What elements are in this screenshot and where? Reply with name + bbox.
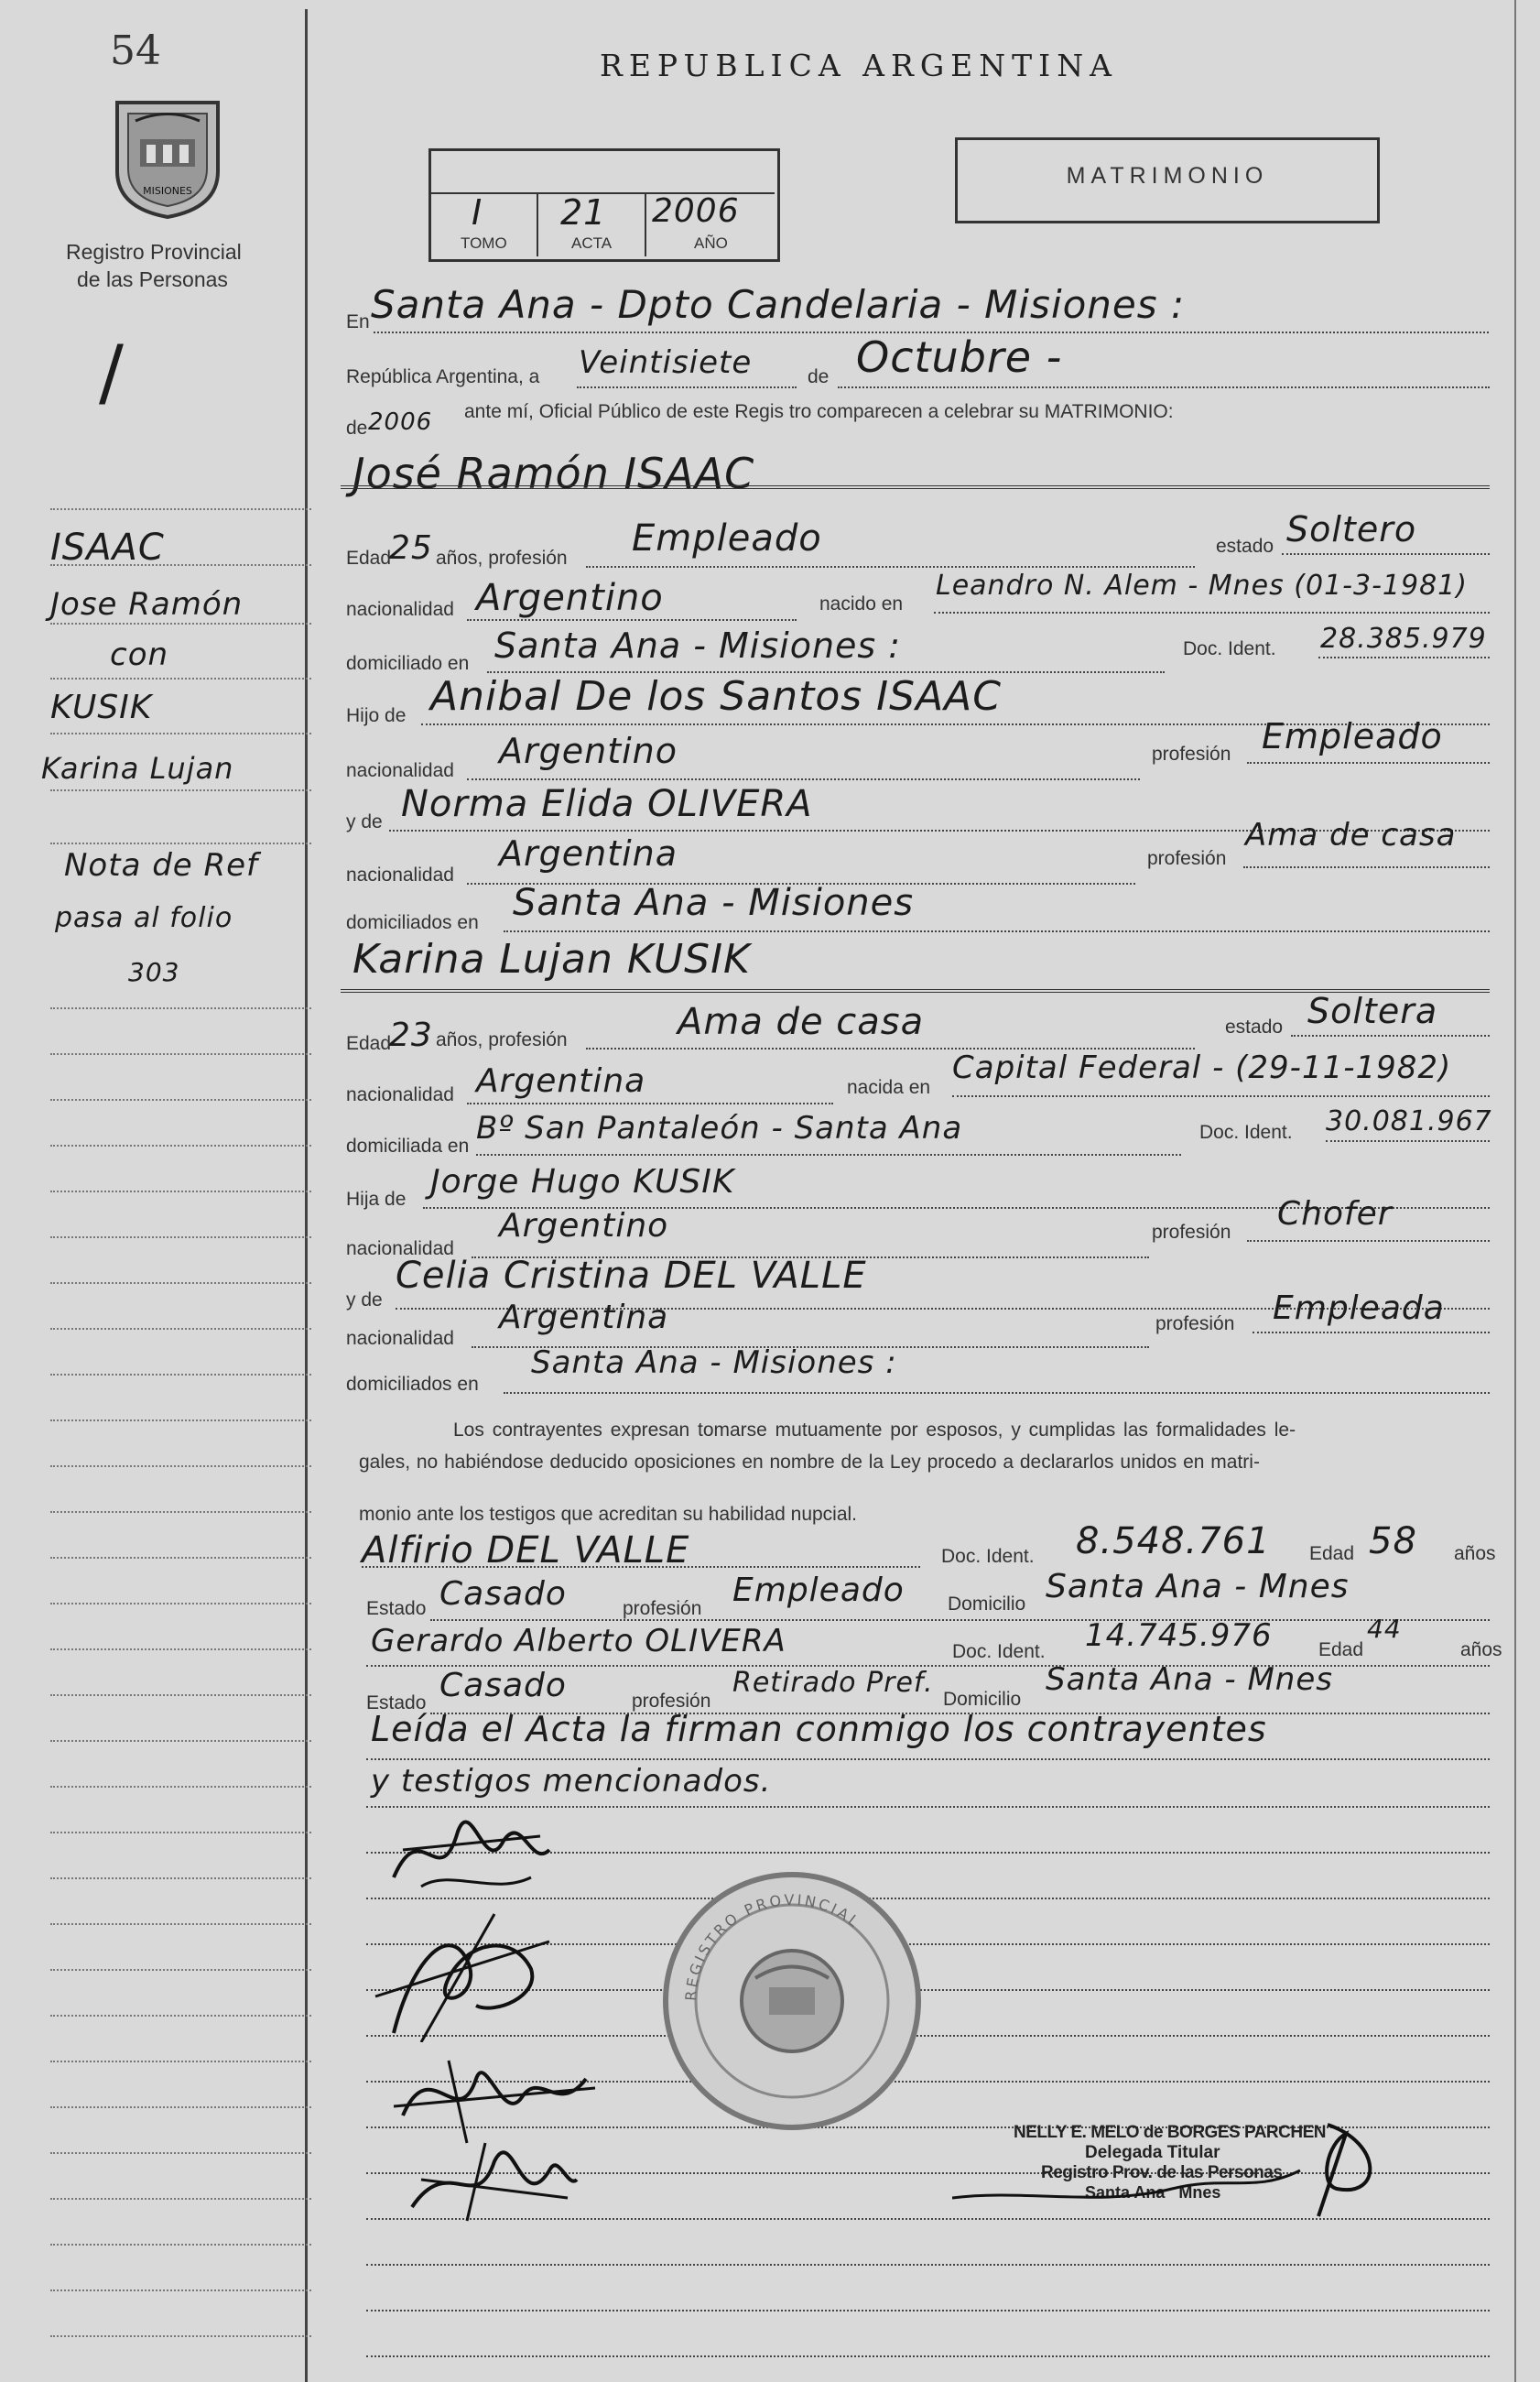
acta-value: 21 [560, 192, 607, 233]
date-prefix-label: República Argentina, a [346, 366, 540, 387]
registry-line-1: Registro Provincial [66, 240, 242, 264]
bride-pnac-label: nacionalidad [346, 1238, 454, 1259]
groom-domicilio: Santa Ana - Misiones : [494, 625, 902, 666]
bride-nac-label: nacionalidad [346, 1084, 454, 1105]
margin-line-5: Karina Lujan [41, 751, 234, 786]
main-rule [366, 2264, 1490, 2266]
margin-rule [50, 1236, 311, 1238]
bride-dom-rule [476, 1154, 1181, 1156]
date-day: Veintisiete [579, 344, 753, 381]
bride-doms-label: domiciliados en [346, 1374, 479, 1395]
margin-rule [50, 1740, 311, 1742]
provincial-seal-logo [99, 84, 236, 222]
margin-divider [305, 9, 308, 2382]
margin-rule [50, 1099, 311, 1101]
bride-madre-prof: Empleada [1273, 1289, 1445, 1327]
witness1-domicilio: Santa Ana - Mnes [1046, 1568, 1350, 1605]
bride-padre-nac: Argentino [499, 1207, 669, 1245]
bride-padre: Jorge Hugo KUSIK [430, 1163, 735, 1201]
bride-doc-label: Doc. Ident. [1199, 1122, 1293, 1143]
margin-rule [50, 2061, 311, 2062]
witness2-estado: Casado [439, 1667, 567, 1704]
groom-doms-label: domiciliados en [346, 912, 479, 933]
closing-line-1: Leída el Acta la firman conmigo los contrayentes [371, 1709, 1267, 1749]
margin-rule [50, 2244, 311, 2246]
round-seal [659, 1868, 925, 2134]
main-rule [366, 2355, 1490, 2357]
bride-padre-prof-rule [1247, 1240, 1490, 1242]
bride-anos-profesion: años, profesión [436, 1029, 568, 1050]
bride-padre-prof: Chofer [1277, 1195, 1393, 1233]
bride-estado-label: estado [1225, 1017, 1284, 1038]
margin-rule [50, 843, 311, 844]
bride-nac-rule [467, 1103, 833, 1104]
witness1-edad-label: Edad [1309, 1543, 1355, 1564]
margin-note-3: 303 [128, 957, 180, 987]
groom-padre-nac: Argentino [499, 731, 678, 771]
page-number: 54 [110, 27, 161, 74]
bride-edad-label: Edad [346, 1033, 392, 1054]
margin-rule [50, 2015, 311, 2017]
witness1-anos: años [1454, 1543, 1496, 1564]
registry-line-2: de las Personas [77, 267, 228, 291]
witness1-doc-label: Doc. Ident. [941, 1546, 1035, 1567]
margin-line-2: Jose Ramón [50, 586, 244, 623]
place-value: Santa Ana - Dpto Candelaria - Misiones : [371, 282, 1186, 327]
margin-rule [50, 1282, 311, 1284]
margin-rule [50, 1145, 311, 1147]
official-stamp-line-4: Santa Ana Mnes [1085, 2183, 1221, 2202]
witness1-name-rule [362, 1566, 920, 1568]
groom-nac-rule [467, 619, 797, 621]
bride-mprof-label: profesión [1155, 1313, 1235, 1334]
margin-rule [50, 1007, 311, 1009]
margin-line-3: con [110, 636, 169, 673]
date-de-label: de [808, 366, 830, 387]
tomo-value: I [472, 192, 483, 233]
year-de-label: de [346, 418, 368, 439]
tomo-acta-sep2 [645, 192, 646, 256]
margin-line-4: KUSIK [50, 689, 153, 726]
groom-mprof-label: profesión [1147, 848, 1227, 869]
official-stamp-line-1: NELLY E. MELO de BORGES PARCHEN [1014, 2123, 1326, 2142]
signature-witness-2 [403, 2134, 586, 2225]
bride-padres-dom-rule [504, 1392, 1490, 1394]
margin-rule [50, 1557, 311, 1559]
groom-padres-dom: Santa Ana - Misiones [513, 882, 915, 924]
groom-pprof-label: profesión [1152, 744, 1231, 765]
tomo-label: TOMO [461, 234, 507, 252]
margin-rule [50, 1923, 311, 1925]
groom-doc-rule [1318, 657, 1490, 658]
groom-padre-nac-rule [467, 778, 1140, 780]
groom-hijo-label: Hijo de [346, 705, 407, 726]
margin-rule [50, 1877, 311, 1879]
witness2-anos: años [1460, 1639, 1502, 1660]
bride-madre-nac: Argentina [499, 1299, 669, 1336]
witness1-name: Alfirio DEL VALLE [362, 1529, 690, 1572]
margin-rule [50, 1328, 311, 1330]
place-label: En [346, 311, 370, 332]
witness2-dom-label: Domicilio [943, 1689, 1022, 1710]
witness2-name: Gerardo Alberto OLIVERA [371, 1623, 786, 1659]
margin-rule [50, 678, 311, 680]
bride-dom-label: domiciliada en [346, 1136, 470, 1157]
groom-estado-rule [1282, 553, 1490, 555]
bride-estado-rule [1291, 1035, 1490, 1037]
groom-pnac-label: nacionalidad [346, 760, 454, 781]
groom-estado-label: estado [1216, 536, 1274, 557]
statement-line-3: monio ante los testigos que acreditan su habilidad nupcial. [359, 1504, 858, 1525]
month-rule [838, 386, 1490, 388]
bride-padres-dom: Santa Ana - Misiones : [531, 1344, 897, 1381]
margin-rule [50, 1694, 311, 1696]
margin-rule [50, 2198, 311, 2200]
margin-line-1: ISAAC [50, 527, 165, 569]
groom-nacido-rule [934, 612, 1490, 614]
statement-line-2: gales, no habiéndose deducido oposiciones en nombre de la Ley procedo a declararlos unidos en matri- [359, 1452, 1260, 1473]
groom-padres-dom-rule [504, 930, 1490, 932]
margin-rule [50, 623, 311, 625]
margin-rule [50, 2335, 311, 2337]
bride-nacionalidad: Argentina [476, 1062, 646, 1100]
witness1-profesion: Empleado [732, 1572, 905, 1609]
margin-rule [50, 2290, 311, 2291]
svg-text:MISIONES: MISIONES [143, 185, 192, 197]
right-edge-line [1514, 0, 1516, 2382]
bride-madre: Celia Cristina DEL VALLE [396, 1255, 867, 1297]
bride-estado: Soltera [1307, 991, 1438, 1031]
signature-official [952, 2106, 1410, 2225]
groom-dom-label: domiciliado en [346, 653, 470, 674]
witness1-dom-label: Domicilio [948, 1593, 1026, 1615]
signature-bride [366, 1905, 568, 2042]
groom-madre-prof-rule [1243, 866, 1490, 868]
groom-anos-profesion: años, profesión [436, 548, 568, 569]
witness2-estado-label: Estado [366, 1692, 427, 1713]
margin-rule [50, 1786, 311, 1788]
day-rule [577, 386, 797, 388]
margin-rule [50, 1832, 311, 1833]
witness2-edad-label: Edad [1318, 1639, 1364, 1660]
margin-rule [50, 2152, 311, 2154]
margin-rule [50, 1648, 311, 1650]
official-stamp-line-2: Delegada Titular [1085, 2143, 1220, 2162]
bride-nacida-rule [952, 1095, 1490, 1097]
bride-doc-rule [1326, 1140, 1490, 1142]
margin-rule [50, 1191, 311, 1192]
groom-profesion-rule [586, 566, 1195, 568]
groom-madre-nac: Argentina [499, 833, 678, 874]
margin-rule [50, 1511, 311, 1513]
margin-rule [50, 508, 311, 510]
act-type-label: MATRIMONIO [1066, 163, 1269, 189]
groom-padre-prof: Empleado [1262, 716, 1443, 756]
statement-line-1: Los contrayentes expresan tomarse mutuamente por esposos, y cumplidas las formalidades le- [453, 1419, 1296, 1441]
svg-text:REGISTRO PROVINCIAL: REGISTRO PROVINCIAL [681, 1890, 864, 2002]
bride-profesion: Ama de casa [678, 1001, 925, 1043]
anio-value: 2006 [652, 192, 740, 230]
witness1-doc: 8.548.761 [1076, 1520, 1271, 1562]
acta-label: ACTA [571, 234, 613, 252]
witness1-estado-label: Estado [366, 1598, 427, 1619]
country-title: REPUBLICA ARGENTINA [600, 48, 1118, 83]
witness1-estado: Casado [439, 1575, 567, 1613]
witness2-domicilio: Santa Ana - Mnes [1046, 1661, 1333, 1698]
bride-yde-label: y de [346, 1289, 383, 1311]
witness1-row-rule [430, 1619, 1490, 1621]
official-stamp-line-3: Registro Prov. de las Personas [1041, 2163, 1283, 2182]
margin-note-2: pasa al folio [55, 902, 233, 934]
groom-nacido-label: nacido en [819, 593, 904, 615]
bride-mnac-label: nacionalidad [346, 1328, 454, 1349]
margin-rule [50, 733, 311, 734]
margin-note-1: Nota de Ref [64, 847, 259, 884]
bride-edad: 23 [389, 1017, 433, 1054]
bride-madre-prof-rule [1253, 1332, 1490, 1333]
bride-nacida: Capital Federal - (29-11-1982) [952, 1050, 1452, 1086]
tomo-acta-sep1 [537, 192, 538, 256]
witness2-prof-label: profesión [632, 1691, 711, 1712]
groom-profesion: Empleado [632, 517, 822, 560]
margin-rule [50, 564, 311, 566]
margin-slash: / [99, 330, 125, 415]
margin-rule [50, 1969, 311, 1971]
year-value: 2006 [368, 408, 433, 436]
date-month: Octubre - [856, 332, 1063, 382]
bride-doc: 30.081.967 [1326, 1105, 1492, 1137]
groom-nac-label: nacionalidad [346, 599, 454, 620]
groom-yde-label: y de [346, 811, 383, 832]
witness2-edad: 44 [1367, 1614, 1402, 1644]
bride-name: Karina Lujan KUSIK [352, 936, 751, 983]
witness1-prof-label: profesión [623, 1598, 702, 1619]
bride-hija-label: Hija de [346, 1189, 407, 1210]
closing-rule-1 [366, 1758, 1490, 1760]
groom-name: José Ramón ISAAC [352, 449, 755, 498]
bride-pprof-label: profesión [1152, 1222, 1231, 1243]
groom-nacionalidad: Argentino [476, 577, 664, 619]
margin-rule [50, 1603, 311, 1604]
groom-madre: Norma Elida OLIVERA [401, 783, 813, 825]
margin-rule [50, 2106, 311, 2108]
witness2-profesion: Retirado Pref. [732, 1667, 934, 1699]
groom-doc: 28.385.979 [1320, 623, 1487, 655]
margin-rule [50, 789, 311, 791]
groom-name-rule [341, 485, 1490, 489]
witness1-edad: 58 [1369, 1520, 1417, 1562]
signature-groom [385, 1795, 559, 1905]
groom-padre-prof-rule [1247, 762, 1490, 764]
margin-rule [50, 1419, 311, 1421]
bride-nacida-label: nacida en [847, 1077, 931, 1098]
bride-domicilio: Bº San Pantaleón - Santa Ana [476, 1110, 963, 1147]
margin-rule [50, 1053, 311, 1055]
main-rule [366, 2310, 1490, 2311]
year-text: ante mí, Oficial Público de este Regis tro comparecen a celebrar su MATRIMONIO: [464, 401, 1174, 422]
groom-estado: Soltero [1286, 509, 1417, 549]
groom-doc-label: Doc. Ident. [1183, 638, 1276, 659]
witness2-doc-label: Doc. Ident. [952, 1641, 1046, 1662]
groom-madre-prof: Ama de casa [1245, 817, 1457, 854]
groom-mnac-label: nacionalidad [346, 865, 454, 886]
margin-rule [50, 1374, 311, 1376]
groom-padre: Anibal De los Santos ISAAC [430, 673, 1002, 720]
anio-label: AÑO [694, 234, 728, 252]
witness2-doc: 14.745.976 [1085, 1617, 1273, 1654]
groom-edad: 25 [389, 529, 433, 567]
groom-edad-label: Edad [346, 548, 392, 569]
margin-rule [50, 1465, 311, 1467]
groom-nacido: Leandro N. Alem - Mnes (01-3-1981) [936, 570, 1468, 602]
closing-line-2: y testigos mencionados. [371, 1763, 772, 1800]
